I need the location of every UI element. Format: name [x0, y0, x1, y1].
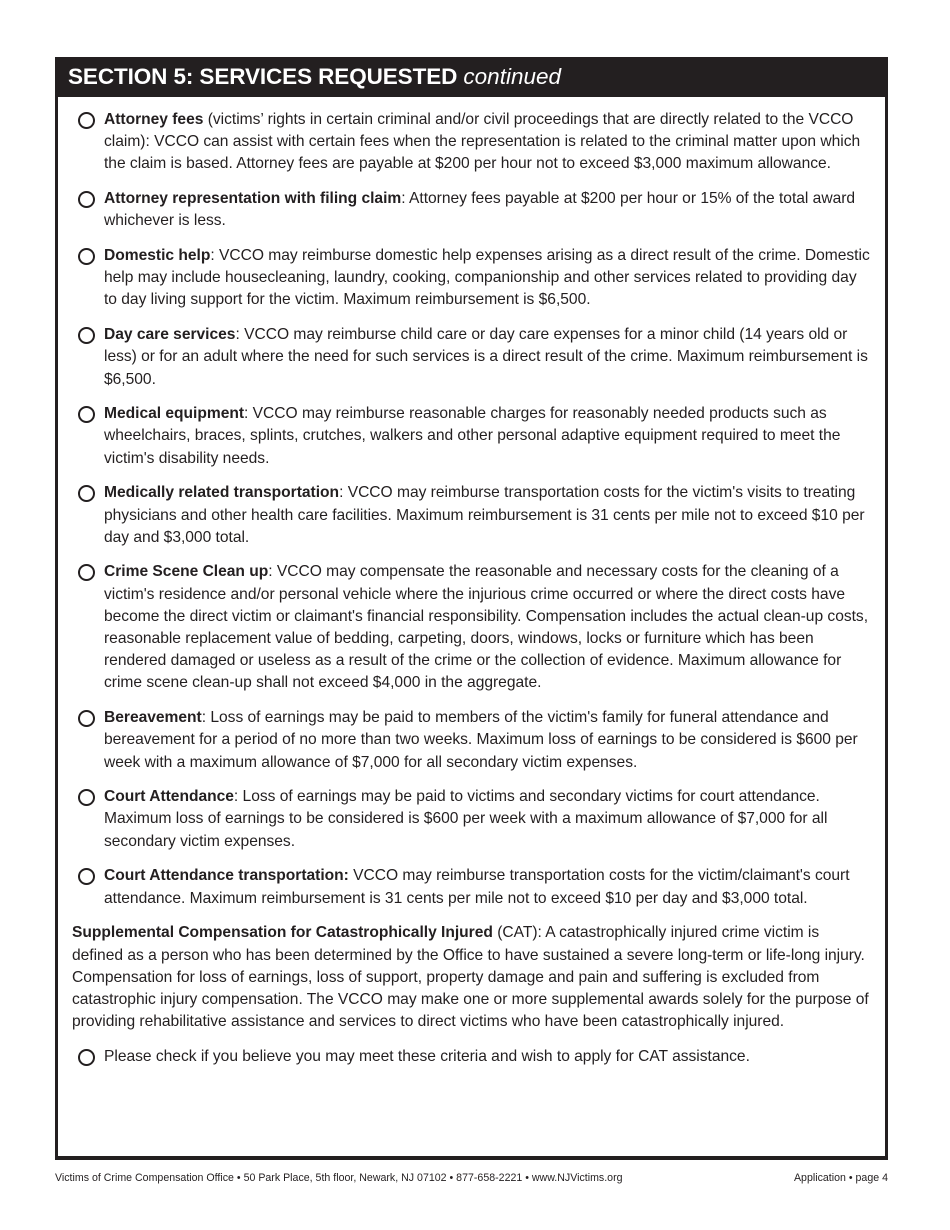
service-option-court-attendance[interactable]	[72, 786, 871, 853]
service-option-text	[104, 865, 871, 909]
cat-paragraph-body: (CAT): A catastrophically injured crime victim is defined as a person who has been determined by the Office to have sustained a severe long-term or life-long injury. Compensation for loss of earnings, loss of support, property damage and pain and suffering is excluded from catastrophic injury compensation. The VCCO may make one or more supplemental awards solely for the purpose of providing rehabilitative assistance and services to direct victims who have been catastrophically injured.	[72, 924, 869, 1031]
service-option-text	[104, 188, 871, 232]
radio-icon[interactable]	[78, 564, 95, 581]
service-option-separator: :	[268, 563, 277, 581]
cat-assistance-checkbox-label: Please check if you believe you may meet these criteria and wish to apply for CAT assistance.	[104, 1047, 750, 1065]
service-option-text	[104, 786, 871, 853]
service-option-attorney-representation[interactable]	[72, 188, 871, 232]
service-option-body: (victims’ rights in certain criminal and/or civil proceedings that are directly related to the VCCO claim): VCCO can assist with certain fees when the representation is related to the criminal matter upon which the claim is based. Attorney fees are payable at $200 per hour not to exceed $3,000 maximum allowance.	[104, 111, 861, 173]
service-option-label: Attorney fees	[104, 111, 204, 128]
service-option-label: Bereavement	[104, 709, 202, 727]
service-option-label: Day care services	[104, 326, 236, 344]
service-option-attorney-fees[interactable]	[72, 109, 871, 176]
section-header-title-main: SECTION 5: SERVICES REQUESTED	[68, 64, 464, 89]
service-option-separator: :	[244, 405, 253, 423]
service-option-text	[104, 482, 871, 549]
service-option-text	[104, 324, 871, 391]
service-option-separator: :	[210, 247, 219, 265]
radio-icon[interactable]	[78, 485, 95, 502]
services-requested-box	[55, 97, 888, 1160]
service-option-crime-scene-clean-up[interactable]	[72, 561, 871, 694]
radio-icon[interactable]	[78, 789, 95, 806]
service-option-body: VCCO may reimburse domestic help expenses arising as a direct result of the crime. Domestic help may include housecleaning, laundry, cooking, companionship and other services related to providing day to day living support for the victim. Maximum reimbursement is $6,500.	[104, 247, 870, 309]
service-option-domestic-help[interactable]	[72, 245, 871, 312]
service-option-body: Attorney fees payable at $200 per hour or 15% of the total award whichever is less.	[104, 190, 856, 230]
footer-contact-info: Victims of Crime Compensation Office • 50 Park Place, 5th floor, Newark, NJ 07102 • 877-658-2221 • www.NJVictims.org	[55, 1172, 623, 1184]
cat-paragraph-text	[72, 922, 871, 1033]
service-option-text	[104, 561, 871, 694]
radio-icon[interactable]	[78, 248, 95, 265]
service-option-medically-related-transportation[interactable]	[72, 482, 871, 549]
service-option-separator: :	[339, 484, 348, 502]
radio-icon[interactable]	[78, 191, 95, 208]
service-option-label: Domestic help	[104, 247, 211, 265]
radio-icon[interactable]	[78, 327, 95, 344]
service-option-body: VCCO may reimburse transportation costs for the victim/claimant's court attendance. Maximum reimbursement is 31 cents per mile not to exceed $10 per day and $3,000 total.	[104, 867, 850, 907]
service-option-label: Attorney representation with filing claim	[104, 190, 402, 208]
service-option-text	[104, 707, 871, 774]
cat-assistance-checkbox-option[interactable]	[72, 1046, 871, 1068]
service-option-bereavement[interactable]	[72, 707, 871, 774]
section-header-bar	[55, 57, 888, 97]
service-option-body: VCCO may reimburse reasonable charges for reasonably needed products such as wheelchairs, braces, splints, crutches, walkers and other personal adaptive equipment required to meet the victim's disability needs.	[104, 405, 841, 467]
service-option-separator: :	[401, 190, 410, 208]
radio-icon[interactable]	[78, 112, 95, 129]
service-option-body: Loss of earnings may be paid to victims and secondary victims for court attendance. Maximum loss of earnings to be considered is $600 per week with a maximum allowance of $7,000 for all secondary victim expenses.	[104, 788, 828, 850]
service-option-medical-equipment[interactable]	[72, 403, 871, 470]
service-option-separator: :	[235, 326, 245, 344]
service-option-label: Court Attendance	[104, 788, 234, 806]
radio-icon[interactable]	[78, 1049, 95, 1066]
service-option-day-care-services[interactable]	[72, 324, 871, 391]
service-option-label: Crime Scene Clean up	[104, 563, 269, 581]
cat-paragraph	[72, 922, 871, 1033]
service-option-text	[104, 109, 871, 176]
service-option-label: Medical equipment	[104, 405, 245, 423]
section-header-title-continued: continued	[463, 64, 562, 89]
service-option-text	[104, 403, 871, 470]
service-option-body: VCCO may reimburse transportation costs for the victim's visits to treating physicians and other health care facilities. Maximum reimbursement is 31 cents per mile not to exceed $10 per day and $3,000 total.	[104, 484, 865, 546]
service-option-separator: :	[233, 788, 243, 806]
service-option-body: Loss of earnings may be paid to members of the victim's family for funeral attendance and bereavement for a period of no more than two weeks. Maximum loss of earnings to be considered is $600 per week with a maximum allowance of $7,000 for all secondary victim expenses.	[104, 709, 858, 771]
service-option-body: VCCO may compensate the reasonable and necessary costs for the cleaning of a victim's residence and/or personal vehicle where the injurious crime occurred or where the direct costs have become the direct victim or claimant's financial responsibility. Compensation includes the actual clean-up costs, reasonable replacement value of bedding, carpeting, doors, windows, locks or furniture which has been rendered damaged or useless as a result of the crime or the collection of evidence. Maximum allowance for crime scene clean-up shall not exceed $4,000 in the aggregate.	[104, 563, 869, 692]
footer-page-label: Application • page 4	[793, 1172, 888, 1184]
radio-icon[interactable]	[78, 710, 95, 727]
page-footer	[55, 1172, 888, 1185]
service-option-court-attendance-transportation[interactable]	[72, 865, 871, 909]
radio-icon[interactable]	[78, 406, 95, 423]
cat-paragraph-label: Supplemental Compensation for Catastrophically Injured	[72, 924, 493, 942]
service-option-separator: :	[201, 709, 211, 727]
service-option-label: Court Attendance transportation:	[104, 867, 349, 885]
radio-icon[interactable]	[78, 868, 95, 885]
section-header-title	[68, 64, 561, 90]
service-option-label: Medically related transportation	[104, 484, 340, 502]
service-option-text	[104, 245, 871, 312]
service-option-body: VCCO may reimburse child care or day care expenses for a minor child (14 years old or less) or for an adult where the need for such services is a direct result of the crime. Maximum reimbursement is $6,500.	[104, 326, 868, 388]
